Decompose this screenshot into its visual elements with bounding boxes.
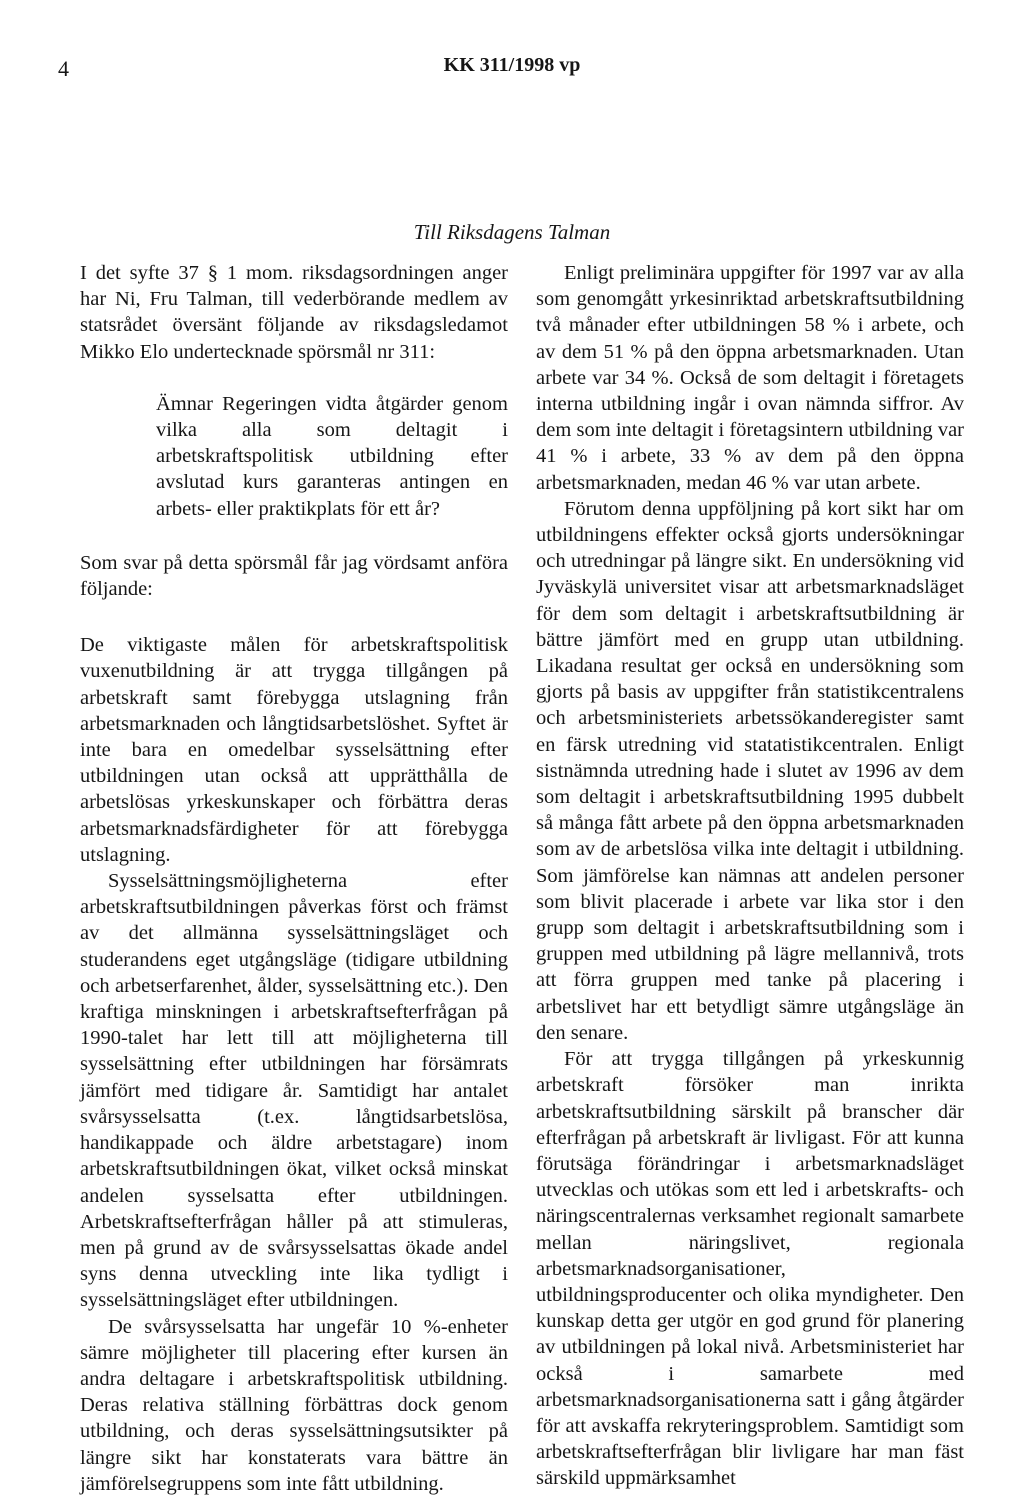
document-reference: KK 311/1998 vp — [443, 54, 581, 76]
left-paragraph-2: Sysselsättningsmöjligheterna efter arbetskraftsutbildningen påverkas först och främst av det allmänna sysselsättningsläget och studerandens eget utgångsläge (tidigare utbildning och arbetserfarenhet, ålder, sysselsättning etc.). Den kraftiga minskningen i arbetskraftsefterfrågan på 1990-talet har lett till att möjligheterna till sysselsättning efter utbildningen har försämrats jämfört med tidigare år. Samtidigt har antalet svårsysselsatta (t.ex. långtidsarbetslösa, handikappade och äldre arbetstagare) inom arbetskraftsutbildningen ökat, vilket också minskat andelen sysselsatta efter utbildningen. Arbetskraftsefterfrågan håller på att stimuleras, men på grund av de svårsysselsattas ökade andel syns denna utveckling inte lika tydligt i sysselsättningsläget efter utbildningen. — [80, 870, 508, 1312]
left-paragraph-3: De svårsysselsatta har ungefär 10 %-enheter sämre möjligheter till placering efter kursen än andra deltagare i arbetskraftspolitisk utbildning. Deras relativa ställning förbättras dock genom utbildning, och deras sysselsättningsutsikter på längre sikt har konstaterats vara bättre än jämförelsegruppens som inte fått utbildning. — [80, 1315, 508, 1495]
right-column — [536, 260, 964, 1492]
page-number: 4 — [58, 56, 69, 81]
left-column — [80, 260, 508, 1497]
answer-intro-paragraph: Som svar på detta spörsmål får jag vördsamt anföra följande: — [80, 551, 508, 601]
addressee-heading: Till Riksdagens Talman — [413, 220, 611, 244]
question-quote: Ämnar Regeringen vidta åtgärder genom vilka alla som deltagit i arbetskraftspolitisk utbildning efter avslutad kurs garanteras antingen en arbets- eller praktikplats för ett år? — [156, 392, 508, 520]
left-paragraph-1: De viktigaste målen för arbetskraftspolitisk vuxenutbildning är att trygga tillgången på arbetskraft samt förebygga utslagning från arbetsmarknaden och långtidsarbetslöshet. Syftet är inte bara en omedelbar sysselsättning efter utbildningen utan också att upprätthålla de arbetslösas yrkeskunskaper och förbättra deras arbetsmarknadsfärdigheter för att förebygga utslagning. — [80, 634, 508, 866]
right-paragraph-1: Enligt preliminära uppgifter för 1997 var av alla som genomgått yrkesinriktad arbetskraftsutbildning två månader efter utbildningen 58 % i arbete, och av dem 51 % på den öppna arbetsmarknaden. Utan arbete var 34 %. Också de som deltagit i företagets interna utbildning ingår i ovan nämnda siffror. Av dem som inte deltagit i företagsintern utbildning var 41 % i arbete, 33 % av dem på den öppna arbetsmarknaden, medan 46 % var utan arbete. — [536, 262, 964, 494]
right-paragraph-3: För att trygga tillgången på yrkeskunnig arbetskraft försöker man inrikta arbetskraftsutbildning särskilt på branscher där efterfrågan på arbetskraft är livligast. För att kunna förutsäga förändringar i arbetsmarknadsläget utvecklas och utökas som ett led i arbetskrafts- och näringscentralernas verksamhet regionalt samarbete mellan näringslivet, regionala arbetsmarknadsorganisationer, utbildningsproducenter och olika myndigheter. Den kunskap detta ger utgör en god grund för planering av utbildningen på lokal nivå. Arbetsministeriet har också i samarbete med arbetsmarknadsorganisationerna satt i gång åtgärder för att avskaffa rekryteringsproblem. Samtidigt som arbetskraftsefterfrågan blir livligare har man fäst särskild uppmärksamhet — [536, 1048, 964, 1490]
right-paragraph-2: Förutom denna uppföljning på kort sikt har om utbildningens effekter också gjorts undersökningar och utredningar på längre sikt. En undersökning vid Jyväskylä universitet visar att arbetsmarknadsläget för dem som deltagit i arbetskraftsutbildning är bättre jämfört med en grupp utan utbildning. Likadana resultat ger också en undersökning som gjorts på basis av uppgifter från statistikcentralens och arbetsministeriets arbetssökanderegister samt en färsk utredning vid statatistikcentralen. Enligt sistnämnda utredning hade i slutet av 1996 av dem som deltagit i arbetskraftsutbildning 1995 dubbelt så många fått arbete på den öppna arbetsmarknaden som av de arbetslösa vilka inte deltagit i utbildning. Som jämförelse kan nämnas att andelen personer som blivit placerade i arbete var lika stor i den grupp som deltagit i arbetskraftsutbildning som i gruppen med utbildning på lägre mellannivå, trots att förra gruppen med tanke på placering i arbetslivet har ett betydligt sämre utgångsläge än den senare. — [536, 497, 964, 1044]
intro-paragraph: I det syfte 37 § 1 mom. riksdagsordningen anger har Ni, Fru Talman, till vederbörande medlem av statsrådet översänt följande av riksdagsledamot Mikko Elo undertecknade spörsmål nr 311: — [80, 262, 508, 363]
